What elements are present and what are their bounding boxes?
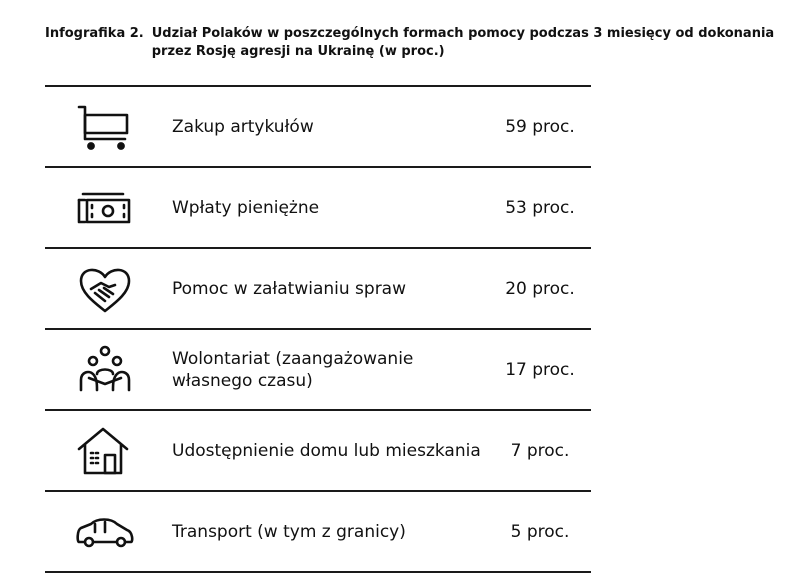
row-value: 53 proc. (505, 197, 575, 218)
volunteers-icon (75, 344, 135, 396)
infographic-header (45, 25, 785, 61)
infographic-label: Infografika 2. (45, 26, 144, 41)
table-row (45, 249, 591, 330)
car-icon (75, 506, 135, 558)
house-icon (75, 425, 135, 477)
row-value: 59 proc. (505, 116, 575, 137)
table-row (45, 168, 591, 249)
banknote-icon (75, 182, 135, 234)
table-row (45, 330, 591, 411)
row-label: Udostępnienie domu lub mieszkania (172, 440, 481, 461)
heart-handshake-icon (75, 263, 135, 315)
help-forms-table (45, 85, 591, 573)
row-label: Wolontariat (zaangażowanie własnego czasu) (172, 348, 414, 391)
row-label: Wpłaty pieniężne (172, 197, 320, 218)
table-row (45, 492, 591, 573)
row-value: 5 proc. (510, 521, 570, 542)
row-label: Zakup artykułów (172, 116, 314, 137)
table-row (45, 411, 591, 492)
shopping-cart-icon (75, 101, 135, 153)
table-row (45, 87, 591, 168)
row-label: Pomoc w załatwianiu spraw (172, 278, 406, 299)
row-value: 7 proc. (510, 440, 570, 461)
row-label: Transport (w tym z granicy) (172, 521, 406, 542)
infographic-title: Udział Polaków w poszczególnych formach pomocy podczas 3 miesięcy od dokonania przez Rosję agresji na Ukrainę (w proc.) (151, 26, 775, 59)
row-value: 20 proc. (505, 278, 575, 299)
row-value: 17 proc. (505, 359, 575, 380)
